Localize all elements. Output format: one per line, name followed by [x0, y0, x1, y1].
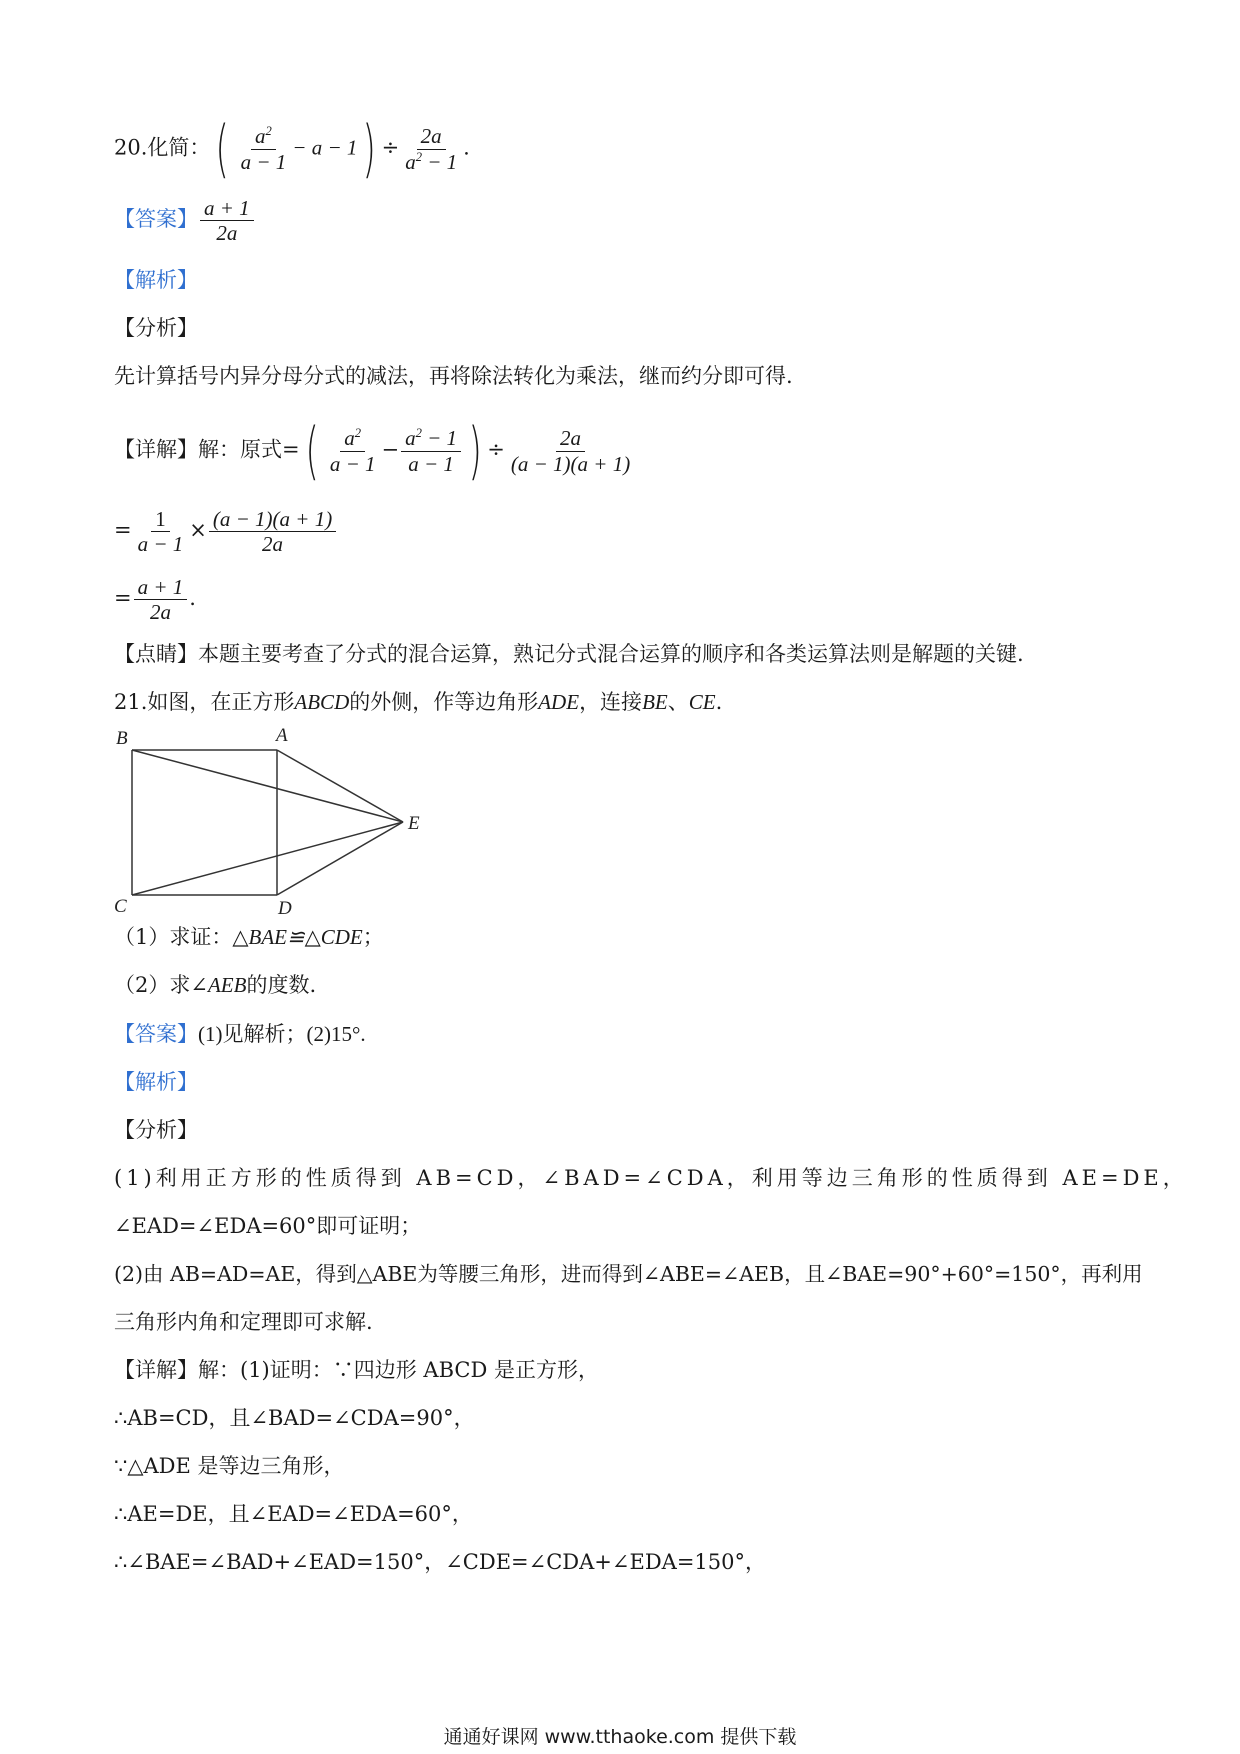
label-d: D	[278, 898, 292, 918]
q20-detail-step1: 【详解】解：原式=( $\frac{a^2}{a - 1}$ − $\frac{a^2 - 1}{a - 1}$ ) ÷ $\frac{2a}{(a - 1)(a + 1)}$	[114, 414, 631, 487]
q20-fenxi-tag: 【分析】	[114, 316, 198, 340]
q21-detail-line4: ∴AE=DE，且∠EAD=∠EDA=60°，	[114, 1502, 473, 1526]
segment-ce	[132, 822, 403, 895]
q21-detail-line5: ∴∠BAE=∠BAD+∠EAD=150°，∠CDE=∠CDA+∠EDA=150°，	[114, 1550, 767, 1574]
q20-fraction-2: $\frac{2a}{a^2 - 1}$	[405, 124, 458, 174]
q21-answer: 【答案】(1)见解析；(2)15°.	[114, 1022, 366, 1046]
q21-fenxi-line4: 三角形内角和定理即可求解.	[114, 1310, 373, 1334]
q20-dianjing: 【点睛】本题主要考查了分式的混合运算，熟记分式混合运算的顺序和各类运算法则是解题的关键.	[114, 642, 1024, 666]
q20-detail-step2: = $\frac{1}{a - 1}$ × $\frac{(a - 1)(a + 1)}{2a}$	[114, 507, 338, 556]
label-b: B	[116, 728, 128, 749]
q20-answer-fraction: $\frac{a + 1}{2a}$	[200, 196, 254, 245]
answer-tag: 【答案】	[114, 207, 198, 232]
q21-jiexi-tag: 【解析】	[114, 1070, 198, 1094]
segment-be	[132, 750, 403, 822]
q20-answer	[114, 196, 256, 245]
segment-ae	[277, 750, 403, 822]
q21-fenxi-line3: (2)由 AB=AD=AE，得到△ABE为等腰三角形，进而得到∠ABE=∠AEB，且∠BAE=90°+60°=150°，再利用	[114, 1262, 1143, 1286]
q21-detail-line2: ∴AB=CD，且∠BAD=∠CDA=90°，	[114, 1406, 475, 1430]
q21-fenxi-tag: 【分析】	[114, 1118, 198, 1142]
q20-jiexi-tag: 【解析】	[114, 268, 198, 292]
q21-part2: （2）求∠AEB的度数.	[114, 973, 317, 997]
q20-fenxi-text: 先计算括号内异分母分式的减法，再将除法转化为乘法，继而约分即可得.	[114, 364, 793, 388]
divide-sign: ÷	[381, 135, 400, 160]
q21-detail-line1: 【详解】解：(1)证明：∵四边形 ABCD 是正方形，	[114, 1358, 599, 1382]
q20-fraction-1: $\frac{a^2}{a - 1}$	[240, 124, 287, 174]
right-paren: )	[362, 112, 377, 185]
q20-stem: 20.化简：( $\frac{a^2}{a - 1}$ − a − 1) ÷ $\frac{2a}{a^2 - 1}$ .	[114, 112, 470, 185]
q21-detail-line3: ∵△ADE 是等边三角形，	[114, 1454, 345, 1478]
q20-detail-step3: = $\frac{a + 1}{2a}$ .	[114, 575, 196, 625]
q21-fenxi-line2: ∠EAD=∠EDA=60°即可证明；	[114, 1214, 422, 1238]
label-c: C	[114, 896, 127, 917]
segment-de	[277, 822, 403, 895]
detail-tag: 【详解】	[114, 437, 198, 462]
left-paren: (	[215, 112, 230, 185]
q21-figure	[110, 728, 440, 918]
q20-mid: − a − 1	[292, 135, 358, 160]
page-footer: 通通好课网 www.tthaoke.com 提供下载	[443, 1726, 797, 1748]
dianjing-tag: 【点睛】	[114, 642, 198, 666]
label-a: A	[276, 728, 288, 746]
q20-prefix: 20.化简：	[114, 135, 211, 160]
q21-fenxi-line1: (1)利用正方形的性质得到 AB=CD，∠BAD=∠CDA，利用等边三角形的性质得到 AE=DE，	[114, 1166, 1188, 1190]
q21-part1: （1）求证：△BAE≌△CDE；	[114, 925, 384, 949]
label-e: E	[408, 813, 420, 834]
q21-stem: 21.如图，在正方形ABCD的外侧，作等边角形ADE，连接BE、CE.	[114, 690, 723, 714]
